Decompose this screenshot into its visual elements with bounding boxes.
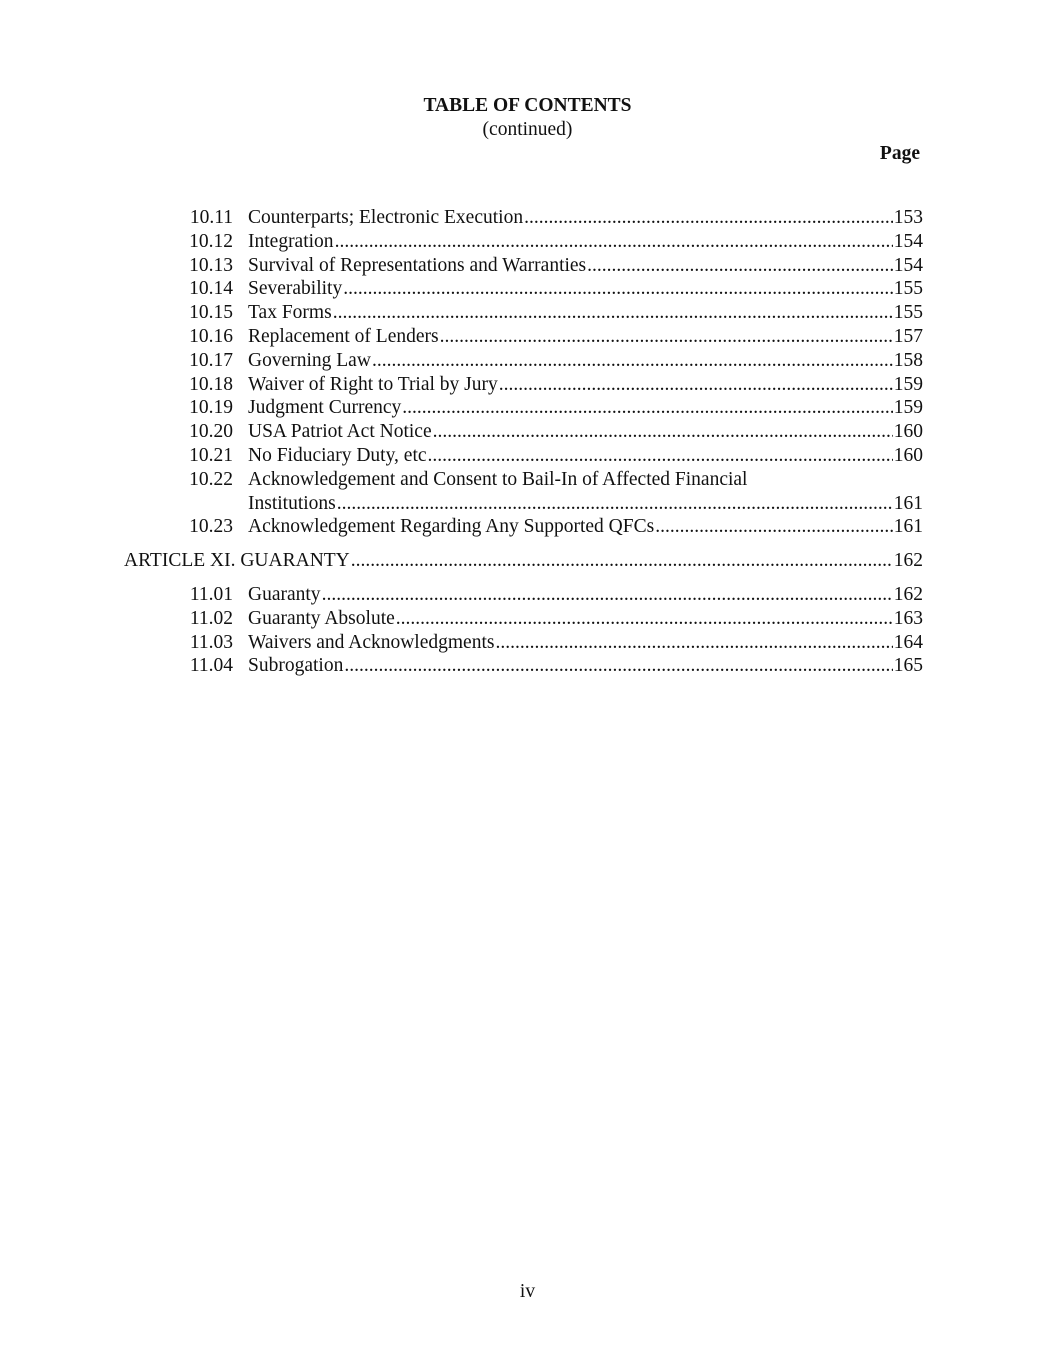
dot-leader [524,206,893,230]
article-title: ARTICLE XI. GUARANTY [124,550,350,572]
section-title: Guaranty [248,583,321,605]
section-number: 10.15 [189,302,233,324]
page-number: 162 [893,583,923,605]
toc-entry[interactable] [0,206,1055,230]
toc-entry[interactable] [0,230,1055,254]
toc-title: TABLE OF CONTENTS [423,95,632,116]
dot-leader [428,444,893,468]
section-title: Tax Forms [248,302,332,324]
toc-entry[interactable] [0,373,1055,397]
section-number: 10.11 [189,207,233,228]
section-title-line1: Acknowledgement and Consent to Bail-In of Affected Financial [248,468,748,490]
toc-entry[interactable] [0,583,1055,607]
section-number: 11.03 [189,631,233,653]
page-number: 165 [893,655,923,677]
section-title: Waivers and Acknowledgments [248,631,495,653]
toc-entry[interactable] [0,607,1055,631]
toc-entry[interactable] [0,420,1055,444]
page-number: 164 [893,631,923,653]
dot-leader [655,515,893,539]
page-number: 162 [893,550,923,572]
page-number: 159 [893,397,923,419]
section-number: 10.16 [189,325,233,347]
section-title: Integration [248,230,334,252]
page-number: 159 [893,373,923,395]
dot-leader [344,654,892,678]
section-title: Acknowledgement Regarding Any Supported QFCs [248,516,655,538]
dot-leader [402,396,892,420]
section-number: 10.21 [189,444,233,466]
toc-entry[interactable] [0,325,1055,349]
page-number: 154 [893,254,923,276]
section-title: USA Patriot Act Notice [248,421,432,443]
section-number: 10.13 [189,254,233,276]
toc-article-entry[interactable] [0,549,1055,573]
page-number: 161 [893,516,923,538]
dot-leader [433,420,893,444]
toc-entry[interactable] [0,254,1055,278]
section-title: Subrogation [248,655,344,677]
section-title: Waiver of Right to Trial by Jury [248,373,498,395]
dot-leader [343,277,893,301]
page-number: 160 [893,444,923,466]
page-number: 155 [893,278,923,300]
toc-entry[interactable] [0,396,1055,420]
section-title: Governing Law [248,349,371,371]
section-title: Judgment Currency [248,397,402,419]
toc-entry[interactable] [0,631,1055,655]
toc-entry[interactable] [0,515,1055,539]
dot-leader [337,492,893,516]
toc-entry-multiline[interactable] [0,468,1055,492]
section-title: Severability [248,278,343,300]
page-number: 160 [893,421,923,443]
section-number: 10.17 [189,349,233,371]
dot-leader [440,325,893,349]
page-number: 158 [893,349,923,371]
toc-entry-continuation[interactable] [0,492,1055,516]
page-number: 163 [893,607,923,629]
toc-entry[interactable] [0,349,1055,373]
section-number: 10.23 [189,516,233,538]
page-number: 153 [893,207,923,228]
dot-leader [372,349,893,373]
toc-list [0,206,1055,678]
section-number: 11.04 [189,655,233,677]
section-title: Replacement of Lenders [248,325,439,347]
dot-leader [333,301,893,325]
page-number: 154 [893,230,923,252]
section-number: 10.12 [189,230,233,252]
dot-leader [587,254,893,278]
section-number: 10.20 [189,421,233,443]
page-number: 161 [893,492,923,514]
section-number: 10.22 [189,468,233,490]
section-number: 11.01 [189,583,233,605]
page-number: 155 [893,302,923,324]
section-title: Guaranty Absolute [248,607,395,629]
dot-leader [495,631,892,655]
page-column-label: Page [879,143,920,164]
page-number: 157 [893,325,923,347]
section-number: 11.02 [189,607,233,629]
dot-leader [396,607,893,631]
toc-subtitle: (continued) [482,119,573,140]
section-number: 10.18 [189,373,233,395]
section-number: 10.14 [189,278,233,300]
section-title: Survival of Representations and Warranties [248,254,587,276]
dot-leader [499,373,893,397]
section-title: Counterparts; Electronic Execution [248,207,524,228]
section-title: No Fiduciary Duty, etc [248,444,427,466]
toc-entry[interactable] [0,301,1055,325]
toc-entry[interactable] [0,654,1055,678]
dot-leader [335,230,893,254]
toc-entry[interactable] [0,277,1055,301]
dot-leader [322,583,893,607]
section-title-line2: Institutions [248,492,336,514]
dot-leader [351,549,893,573]
toc-entry[interactable] [0,444,1055,468]
footer-page-number: iv [519,1281,536,1302]
section-number: 10.19 [189,397,233,419]
